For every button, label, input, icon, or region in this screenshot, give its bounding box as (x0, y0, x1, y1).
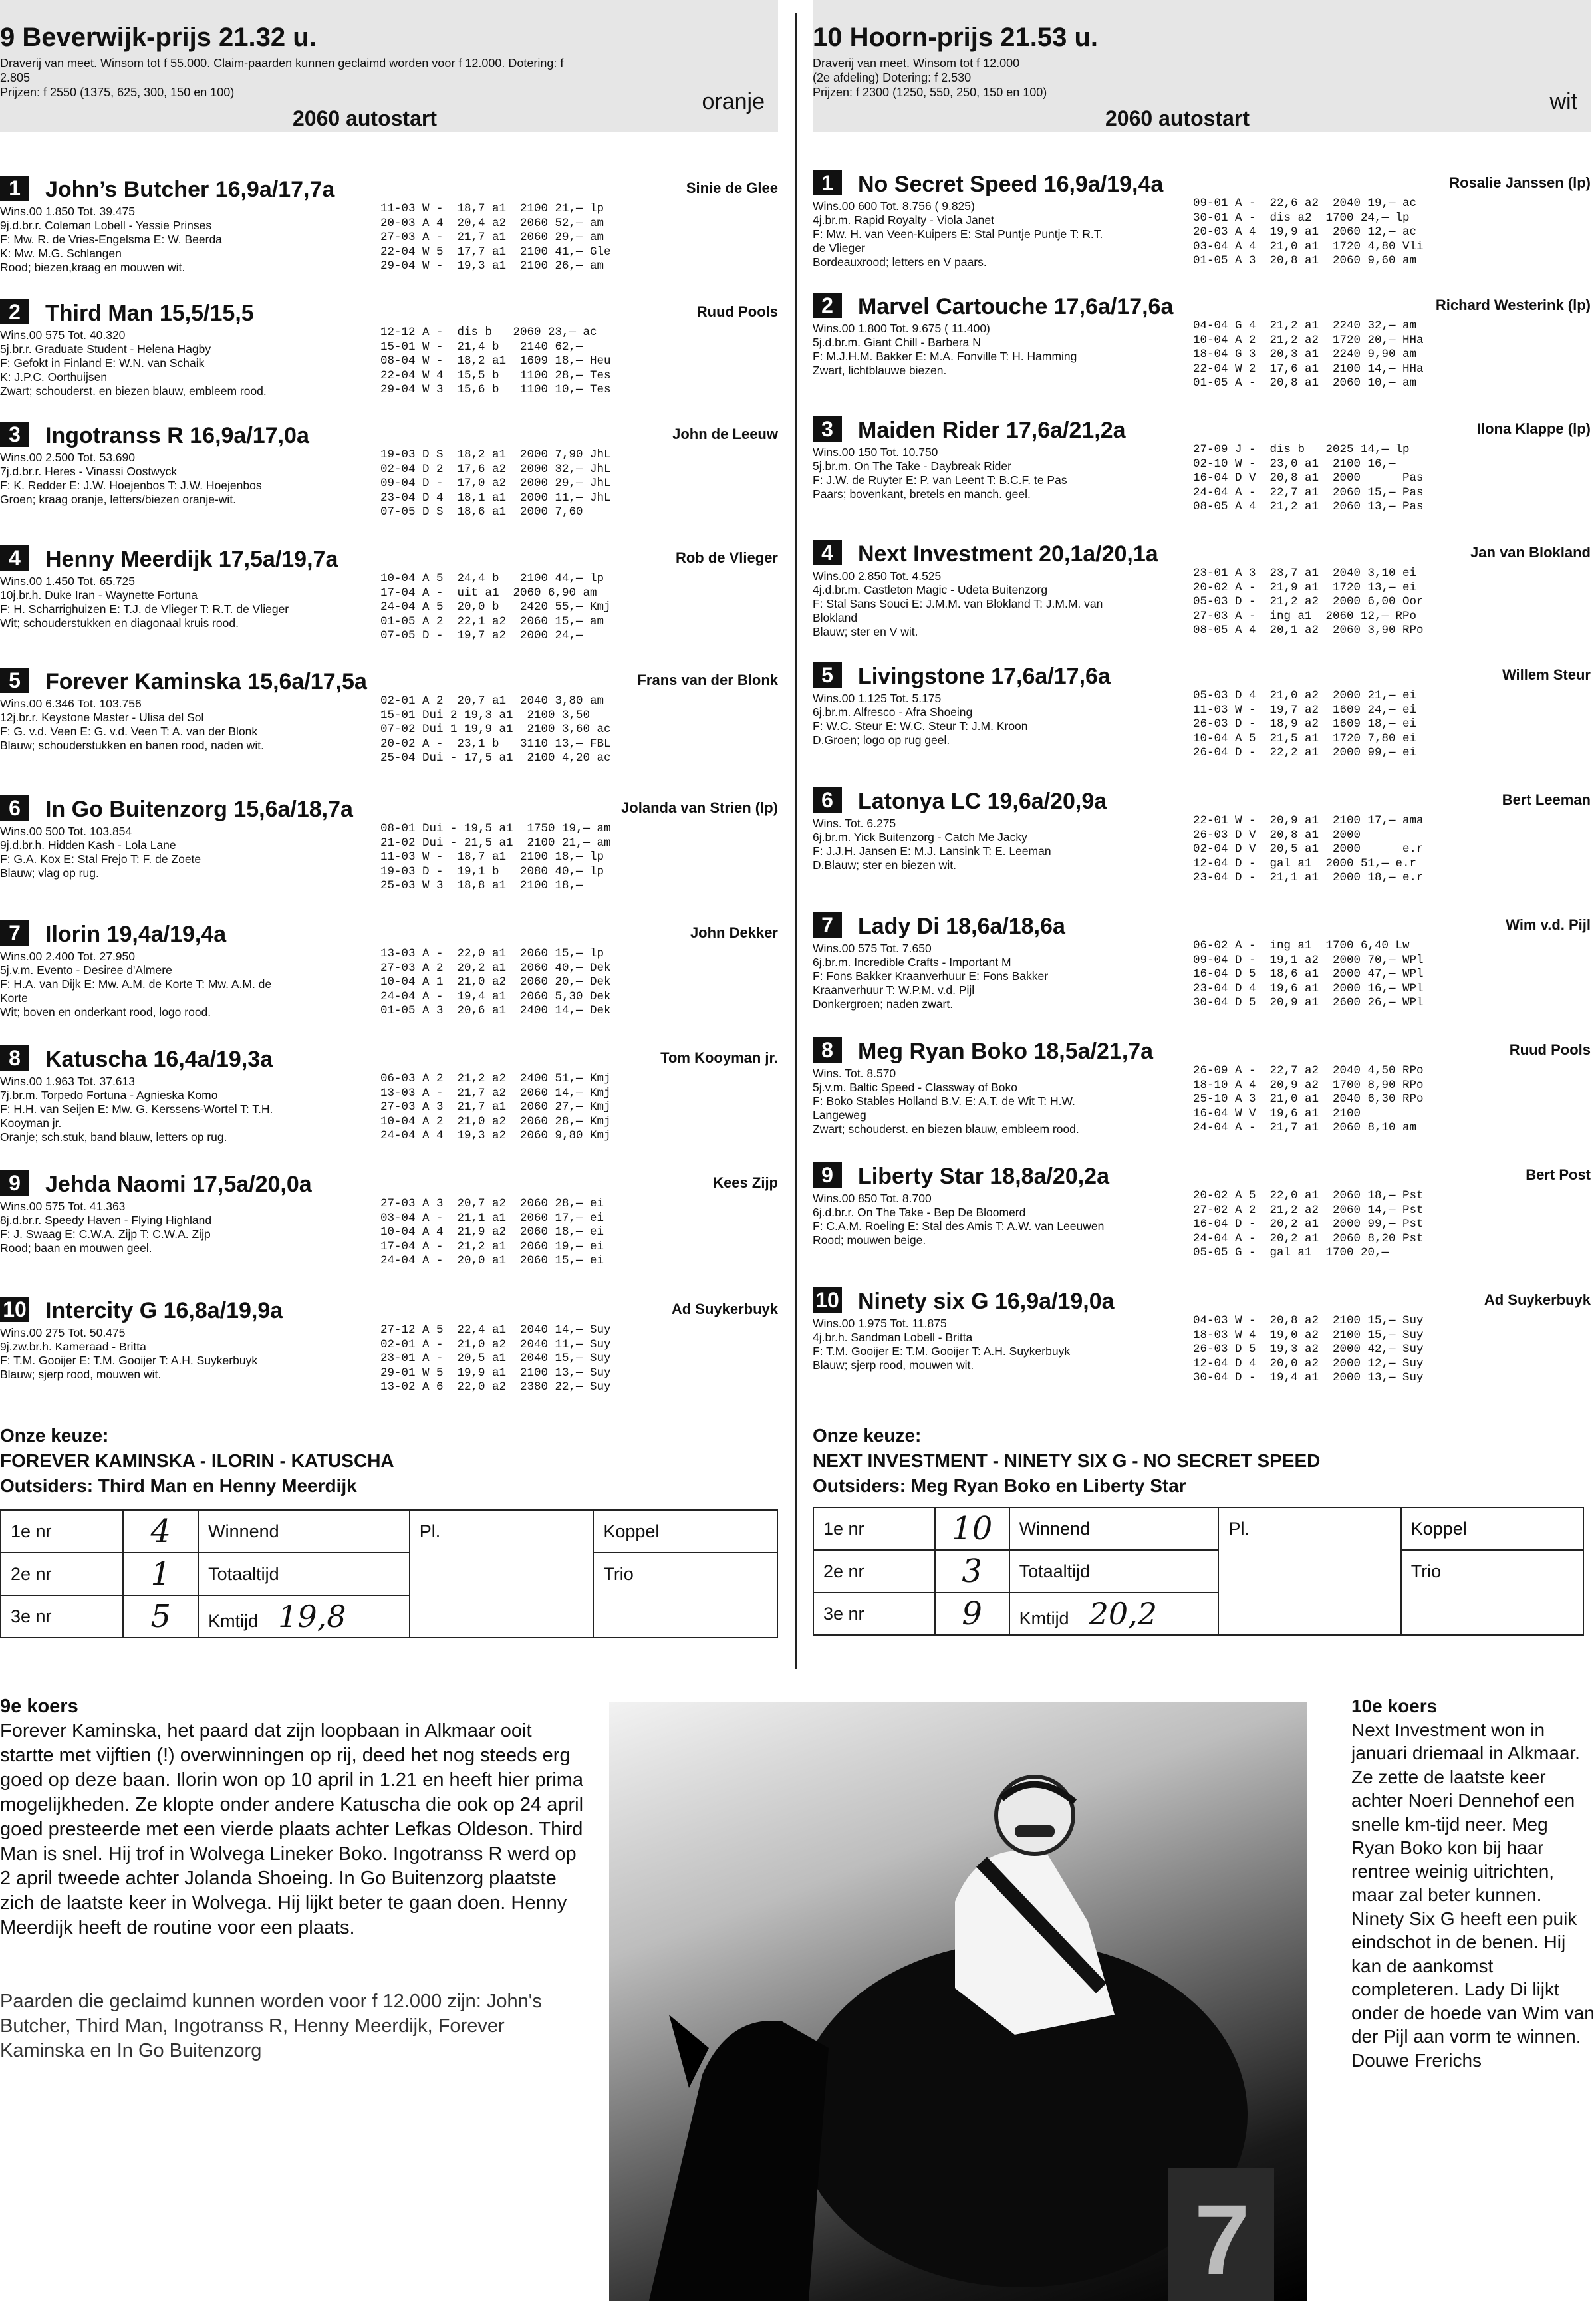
horse-performance: 10-04 A 5 24,4 b 2100 44,— lp 17-04 A - uit a1 2060 6,90 am 24-04 A 5 20,0 b 2420 55,— Kmj 01-05 A 2 22,1 a2 2060 15,— am 07-05 D - 19,7 a2 2000 24,— (380, 572, 611, 642)
horse-info-line: Blauw; sjerp rood, mouwen wit. (813, 1358, 974, 1372)
horse-name: Ninety six G 16,9a/19,0a (858, 1289, 1115, 1314)
horse-info (813, 1317, 1185, 1372)
horse-name: Third Man 15,5/15,5 (45, 301, 254, 326)
horse-info (813, 692, 1185, 747)
result-row-label: 1e nr (813, 1507, 935, 1550)
choice-value: NEXT INVESTMENT - NINETY SIX G - NO SECRET SPEED (813, 1450, 1321, 1471)
horse-info-line: Wit; schouderstukken en diagonaal kruis rood. (0, 616, 239, 630)
horse-info-line: Kooyman jr. (0, 1116, 62, 1130)
horse-name: No Secret Speed 16,9a/19,4a (858, 172, 1164, 197)
horse-info-line: F: Fons Bakker Kraanverhuur E: Fons Bakker (813, 969, 1049, 983)
horse-performance: 09-01 A - 22,6 a2 2040 19,— ac 30-01 A - dis a2 1700 24,— lp 20-03 A 4 19,9 a1 2060 12,— ac 03-04 A 4 21,0 a1 1720 4,80 Vli 01-05 A 3 20,8 a1 2060 9,60 am (1193, 197, 1424, 267)
horse-info (0, 950, 372, 1019)
horse-driver: Rob de Vlieger (675, 549, 778, 566)
horse-name: Intercity G 16,8a/19,9a (45, 1298, 283, 1323)
horse-performance: 23-01 A 3 23,7 a1 2040 3,10 ei 20-02 A - 21,9 a1 1720 13,— ei 05-03 D - 21,2 a2 2000 6,00 Oor 27-03 A - ing a1 2060 12,— RPo 08-05 A 4 20,1 a2 2060 3,90 RPo (1193, 567, 1424, 637)
race-title: 10 Hoorn-prijs 21.53 u. (813, 23, 1099, 52)
horse-driver: John de Leeuw (672, 426, 778, 442)
horse-info-line: F: G.A. Kox E: Stal Frejo T: F. de Zoete (0, 852, 201, 866)
horse-info (813, 322, 1185, 378)
horse-info-line: Wins.00 1.975 Tot. 11.875 (813, 1317, 947, 1330)
horse-info-line: F: T.M. Gooijer E: T.M. Gooijer T: A.H. Suykerbuyk (0, 1354, 258, 1367)
outsiders: Outsiders: Meg Ryan Boko en Liberty Star (813, 1476, 1186, 1496)
horse-performance: 20-02 A 5 22,0 a1 2060 18,— Pst 27-02 A 2 21,2 a2 2060 14,— Pst 16-04 D - 20,2 a1 2000 99,— Pst 24-04 A - 20,2 a1 2060 8,20 Pst 05-05 G - gal a1 1700 20,— (1193, 1189, 1424, 1259)
horse-info-line: 5j.d.br.m. Giant Chill - Barbera N (813, 336, 981, 349)
result-table (0, 1509, 778, 1638)
horse-driver: Ad Suykerbuyk (1484, 1291, 1591, 1308)
article-body: Next Investment won in januari driemaal in Alkmaar. Ze zette de laatste keer achter Noeri Dennehof een snelle km-tijd neer. Meg Ryan Boko kon bij haar rentree weinig uitrichten, maar zal beter kunnen. Ninety Six G heeft een puik eindschot in de benen. Hij kan de aankomst completeren. Lady Di lijkt onder de hoede van Wim van der Pijl aan vorm te winnen. (1351, 1719, 1595, 2047)
race-10-column (813, 0, 1591, 1632)
kmtijd-value[interactable]: 19,8 (278, 1599, 346, 1634)
kmtijd-value[interactable]: 20,2 (1089, 1596, 1158, 1632)
horse-info (813, 942, 1185, 1011)
result-row-label: 3e nr (1, 1595, 123, 1638)
horse-name: Forever Kaminska 15,6a/17,5a (45, 669, 367, 694)
horse-info-line: F: K. Redder E: J.W. Hoejenbos T: J.W. Hoejenbos (0, 479, 262, 492)
horse-performance: 12-12 A - dis b 2060 23,— ac 15-01 W - 21,4 b 2140 62,— 08-04 W - 18,2 a1 1609 18,— Heu 22-04 W 4 15,5 b 1100 28,— Tes 29-04 W 3 15,6 b 1100 10,— Tes (380, 326, 611, 396)
horse-performance: 22-01 W - 20,9 a1 2100 17,— ama 26-03 D V 20,8 a1 2000 02-04 D V 20,5 a1 2000 e.r 12-04 D - gal a1 2000 51,— e.r 23-04 D - 21,1 a1 2000 18,— e.r (1193, 814, 1424, 884)
horse-number: 8 (813, 1037, 842, 1063)
horse-driver: Frans van der Blonk (637, 672, 778, 688)
horse-info-line: F: M.J.H.M. Bakker E: M.A. Fonville T: H. Hamming (813, 350, 1077, 363)
race-start: 2060 autostart (293, 106, 437, 130)
result-value[interactable]: 1 (123, 1553, 198, 1595)
horse-performance: 06-03 A 2 21,2 a2 2400 51,— Kmj 13-03 A - 21,7 a2 2060 14,— Kmj 27-03 A 3 21,7 a1 2060 27,— Kmj 10-04 A 2 21,0 a2 2060 28,— Kmj 24-04 A 4 19,3 a2 2060 9,80 Kmj (380, 1072, 611, 1142)
condition-line: Prijzen: f 2300 (1250, 550, 250, 150 en 100) (813, 86, 1047, 99)
condition-line: Prijzen: f 2550 (1375, 625, 300, 150 en 100) (0, 86, 235, 99)
horse-info-line: Blauw; schouderstukken en banen rood, naden wit. (0, 739, 264, 752)
horse-info-line: Blauw; vlag op rug. (0, 866, 99, 880)
horse-info-line: 6j.br.m. Incredible Crafts - Important M (813, 956, 1011, 969)
result-row-label: 3e nr (813, 1593, 935, 1635)
condition-line: Draverij van meet. Winsom tot f 55.000. Claim-paarden kunnen geclaimd worden voor f 12.000. Dotering: f (0, 57, 564, 70)
horse-info (0, 451, 372, 507)
horse-name: Livingstone 17,6a/17,6a (858, 664, 1111, 689)
horse-driver: John Dekker (690, 924, 778, 941)
horse-number: 3 (813, 416, 842, 442)
jockey-helmet (996, 1777, 1073, 1854)
horse-info-line: F: J. Swaag E: C.W.A. Zijp T: C.W.A. Zijp (0, 1227, 211, 1241)
horse-info-line: 7j.br.m. Torpedo Fortuna - Agnieska Komo (0, 1089, 218, 1102)
horse-name: Next Investment 20,1a/20,1a (858, 541, 1158, 567)
horse-name: Maiden Rider 17,6a/21,2a (858, 418, 1126, 443)
horse-info-line: Blauw; ster en V wit. (813, 625, 918, 638)
horse-number: 4 (0, 545, 29, 571)
result-label: Kmtijd (1019, 1608, 1069, 1628)
horse-number: 10 (0, 1297, 29, 1322)
horse-performance: 02-01 A 2 20,7 a1 2040 3,80 am 15-01 Dui 2 19,3 a1 2100 3,50 07-02 Dui 1 19,9 a1 2100 3,60 ac 20-02 A - 23,1 b 3110 13,— FBL 25-04 Dui - 17,5 a1 2100 4,20 ac (380, 694, 611, 765)
horse-number: 9 (0, 1170, 29, 1196)
horse-info-line: Rood; mouwen beige. (813, 1233, 926, 1247)
horse-name: Marvel Cartouche 17,6a/17,6a (858, 294, 1174, 319)
horse-driver: Wim v.d. Pijl (1506, 916, 1591, 933)
race-10-header (813, 0, 1591, 132)
horse-info-line: F: G. v.d. Veen E: G. v.d. Veen T: A. van der Blonk (0, 725, 258, 738)
race-conditions (813, 56, 1544, 100)
horse-info-line: 5j.v.m. Evento - Desiree d'Almere (0, 964, 172, 977)
horse-info-line: 9j.d.br.r. Coleman Lobell - Yessie Prinses (0, 219, 212, 232)
race-color: oranje (702, 89, 765, 114)
horse-info-line: Blauw; sjerp rood, mouwen wit. (0, 1368, 162, 1381)
result-label: Totaaltijd (198, 1553, 410, 1595)
result-label: Koppel (593, 1510, 777, 1553)
horse-info-line: Wins.00 1.963 Tot. 37.613 (0, 1075, 136, 1088)
horse-info (0, 205, 372, 275)
horse-info-line: Groen; kraag oranje, letters/biezen oranje-wit. (0, 493, 237, 506)
horse-info-line: F: J.J.H. Jansen E: M.J. Lansink T: E. Leeman (813, 844, 1051, 858)
jockey-photo (609, 1702, 1307, 2301)
result-label: Pl. (410, 1510, 594, 1638)
horse-info (813, 1067, 1185, 1136)
horse-info-line: de Vlieger (813, 241, 865, 255)
horse-info-line: 10j.br.h. Duke Iran - Waynette Fortuna (0, 588, 198, 602)
horse-performance: 08-01 Dui - 19,5 a1 1750 19,— am 21-02 Dui - 21,5 a1 2100 21,— am 11-03 W - 18,7 a1 2100 18,— lp 19-03 D - 19,1 b 2080 40,— lp 25-03 W 3 18,8 a1 2100 18,— (380, 822, 611, 892)
horse-info-line: 5j.v.m. Baltic Speed - Classway of Boko (813, 1081, 1017, 1094)
kmtijd-cell (1009, 1593, 1219, 1635)
outsiders: Outsiders: Third Man en Henny Meerdijk (0, 1476, 357, 1496)
article-heading: 10e koers (1351, 1696, 1438, 1716)
result-label: Winnend (1009, 1507, 1219, 1550)
jockey-illustration (609, 1702, 1307, 2301)
horse-info-line: 9j.d.br.h. Hidden Kash - Lola Lane (0, 838, 176, 852)
horse-driver: Ruud Pools (696, 303, 778, 320)
result-label: Pl. (1218, 1507, 1400, 1635)
horse-info (0, 575, 372, 630)
condition-line: (2e afdeling) Dotering: f 2.530 (813, 71, 972, 84)
horse-info-line: Wins.00 2.500 Tot. 53.690 (0, 451, 136, 464)
horse-driver: Bert Post (1526, 1166, 1591, 1183)
horse-number: 5 (813, 662, 842, 688)
horse-name: Jehda Naomi 17,5a/20,0a (45, 1172, 312, 1197)
horse-driver: Jolanda van Strien (lp) (621, 799, 778, 816)
article-heading: 9e koers (0, 1696, 78, 1717)
horse-info-line: Zwart; schouderst. en biezen blauw, embleem rood. (0, 384, 267, 398)
condition-line: Draverij van meet. Winsom tot f 12.000 (813, 57, 1020, 70)
horse-number: 7 (0, 920, 29, 946)
claim-note: Paarden die geclaimd kunnen worden voor f 12.000 zijn: John's Butcher, Third Man, Ingotranss R, Henny Meerdijk, Forever Kaminska en In Go Buitenzorg (0, 1991, 542, 2061)
horse-info-line: Zwart; schouderst. en biezen blauw, embleem rood. (813, 1122, 1079, 1136)
horse-info-line: F: W.C. Steur E: W.C. Steur T: J.M. Kroon (813, 719, 1028, 733)
result-value[interactable]: 9 (935, 1593, 1009, 1635)
horse-info-line: F: H. Scharrighuizen E: T.J. de Vlieger T: R.T. de Vlieger (0, 602, 289, 616)
horse-info-line: 4j.d.br.m. Castleton Magic - Udeta Buitenzorg (813, 583, 1048, 596)
horse-driver: Jan van Blokland (1470, 544, 1591, 561)
choice-label: Onze keuze: (0, 1425, 109, 1446)
horse-info-line: D.Groen; logo op rug geel. (813, 733, 950, 747)
horse-info-line: Wins.00 1.850 Tot. 39.475 (0, 205, 136, 218)
horse-info-line: 4j.br.m. Rapid Royalty - Viola Janet (813, 213, 995, 227)
horse-info-line: Wins.00 150 Tot. 10.750 (813, 446, 938, 459)
horse-info-line: 7j.d.br.r. Heres - Vinassi Oostwyck (0, 465, 178, 478)
horse-driver: Rosalie Janssen (lp) (1449, 174, 1591, 191)
horse-performance: 27-09 J - dis b 2025 14,— lp 02-10 W - 23,0 a1 2100 16,— 16-04 D V 20,8 a1 2000 Pas 24-04 A - 22,7 a1 2060 15,— Pas 08-05 A 4 21,2 a1 2060 13,— Pas (1193, 443, 1424, 513)
race-conditions (0, 56, 732, 100)
horse-info-line: F: Gefokt in Finland E: W.N. van Schaik (0, 356, 205, 370)
result-label: Trio (593, 1553, 777, 1638)
horse-info-line: F: H.A. van Dijk E: Mw. A.M. de Korte T: Mw. A.M. de (0, 977, 272, 991)
horse-info-line: 6j.br.m. Yick Buitenzorg - Catch Me Jacky (813, 831, 1027, 844)
result-label: Trio (1401, 1550, 1583, 1635)
horse-info-line: Wins.00 6.346 Tot. 103.756 (0, 697, 142, 710)
horse-info-line: Wit; boven en onderkant rood, logo rood. (0, 1005, 211, 1019)
horse-info (813, 569, 1185, 639)
our-choice (0, 1423, 785, 1499)
horse-performance: 26-09 A - 22,7 a2 2040 4,50 RPo 18-10 A 4 20,9 a2 1700 8,90 RPo 25-10 A 3 21,0 a1 2040 6,30 RPo 16-04 W V 19,6 a1 2100 24-04 A - 21,7 a1 2060 8,10 am (1193, 1064, 1424, 1134)
article-author: Douwe Frerichs (1351, 2049, 1482, 2071)
horse-info-line: K: Mw. M.G. Schlangen (0, 247, 122, 260)
saddle-number: 7 (1194, 2184, 1250, 2295)
horse-driver: Ilona Klappe (lp) (1476, 420, 1591, 437)
horse-info-line: F: T.M. Gooijer E: T.M. Gooijer T: A.H. Suykerbuyk (813, 1345, 1071, 1358)
horse-number: 1 (0, 176, 29, 201)
race-9-column (0, 0, 778, 1635)
horse-info-line: Wins.00 1.450 Tot. 65.725 (0, 575, 136, 588)
horse-info-line: Wins.00 575 Tot. 7.650 (813, 942, 932, 955)
horse-info-line: Wins.00 1.800 Tot. 9.675 ( 11.400) (813, 322, 990, 335)
horse-info (813, 199, 1185, 269)
our-choice (813, 1423, 1596, 1499)
horse-driver: Sinie de Glee (686, 180, 778, 196)
horse-info (0, 697, 372, 753)
horse-info (0, 1200, 372, 1255)
result-label: Winnend (198, 1510, 410, 1553)
race-start: 2060 autostart (1105, 106, 1250, 130)
horse-info-line: F: J.W. de Ruyter E: P. van Leent T: B.C.F. te Pas (813, 473, 1067, 487)
horse-performance: 06-02 A - ing a1 1700 6,40 Lw 09-04 D - 19,1 a2 2000 70,— WPl 16-04 D 5 18,6 a1 2000 47,— WPl 23-04 D 4 19,6 a1 2000 16,— WPl 30-04 D 5 20,9 a1 2600 26,— WPl (1193, 939, 1424, 1009)
horse-info (813, 817, 1185, 872)
horse-info-line: F: H.H. van Seijen E: Mw. G. Kerssens-Wortel T: T.H. (0, 1102, 273, 1116)
horse-info-line: 12j.br.r. Keystone Master - Ulisa del Sol (0, 711, 204, 724)
horse-number: 6 (813, 787, 842, 813)
horse-info-line: Korte (0, 991, 28, 1005)
horse-info-line: Rood; biezen,kraag en mouwen wit. (0, 261, 186, 274)
horse-info-line: Wins.00 2.400 Tot. 27.950 (0, 950, 136, 963)
horse-info (0, 1075, 372, 1144)
horse-number: 2 (0, 299, 29, 324)
horse-performance: 19-03 D S 18,2 a1 2000 7,90 JhL 02-04 D 2 17,6 a2 2000 32,— JhL 09-04 D - 17,0 a2 2000 29,— JhL 23-04 D 4 18,1 a1 2000 11,— JhL 07-05 D S 18,6 a1 2000 7,60 (380, 448, 611, 519)
article-race-10 (1351, 1694, 1596, 2072)
horse-performance: 04-04 G 4 21,2 a1 2240 32,— am 10-04 A 2 21,2 a2 1720 20,— HHa 18-04 G 3 20,3 a1 2240 9,90 am 22-04 W 2 17,6 a1 2100 14,— HHa 01-05 A - 20,8 a1 2060 10,— am (1193, 319, 1424, 390)
result-label: Totaaltijd (1009, 1550, 1219, 1593)
horse-info-line: K: J.P.C. Oorthuijsen (0, 370, 108, 384)
horse-number: 5 (0, 668, 29, 693)
horse-info-line: 5j.br.r. Graduate Student - Helena Hagby (0, 342, 211, 356)
horse-driver: Bert Leeman (1502, 791, 1591, 808)
horse-driver: Richard Westerink (lp) (1435, 297, 1591, 313)
horse-performance: 27-12 A 5 22,4 a1 2040 14,— Suy 02-01 A - 21,0 a2 2040 11,— Suy 23-01 A - 20,5 a1 2040 15,— Suy 29-01 W 5 19,9 a1 2100 13,— Suy 13-02 A 6 22,0 a2 2380 22,— Suy (380, 1323, 611, 1394)
result-label: Kmtijd (208, 1611, 259, 1631)
result-value[interactable]: 10 (935, 1507, 1009, 1550)
article-race-9 (0, 1694, 585, 2063)
horse-info-line: 4j.br.h. Sandman Lobell - Britta (813, 1331, 973, 1344)
horse-info-line: D.Blauw; ster en biezen wit. (813, 858, 956, 872)
horse-info-line: F: Mw. R. de Vries-Engelsma E: W. Beerda (0, 233, 222, 246)
horse-name: Latonya LC 19,6a/20,9a (858, 789, 1107, 814)
horse-number: 3 (0, 422, 29, 447)
horse-info-line: F: Mw. H. van Veen-Kuipers E: Stal Puntje Puntje T: R.T. (813, 227, 1103, 241)
result-value[interactable]: 5 (123, 1595, 198, 1638)
horse-info-line: Blokland (813, 611, 858, 624)
horse-info (0, 328, 372, 398)
horse-driver: Willem Steur (1502, 666, 1591, 683)
horse-info-line: Paars; bovenkant, bretels en manch. geel. (813, 487, 1031, 501)
horse-info-line: Wins.00 850 Tot. 8.700 (813, 1192, 932, 1205)
horse-info-line: 8j.d.br.r. Speedy Haven - Flying Highland (0, 1214, 212, 1227)
result-label: Koppel (1401, 1507, 1583, 1550)
kmtijd-cell (198, 1595, 410, 1638)
horse-info-line: Langeweg (813, 1108, 866, 1122)
horse-info (0, 1326, 372, 1382)
choice-label: Onze keuze: (813, 1425, 922, 1446)
horse-name: Ingotranss R 16,9a/17,0a (45, 423, 309, 448)
horse-number: 6 (0, 795, 29, 821)
horse-name: Lady Di 18,6a/18,6a (858, 914, 1065, 939)
race-title: 9 Beverwijk-prijs 21.32 u. (0, 23, 317, 52)
horse-performance: 13-03 A - 22,0 a1 2060 15,— lp 27-03 A 2 20,2 a1 2060 40,— Dek 10-04 A 1 21,0 a2 2060 20,— Dek 24-04 A - 19,4 a1 2060 5,30 Dek 01-05 A 3 20,6 a1 2400 14,— Dek (380, 947, 611, 1017)
result-row-label: 2e nr (813, 1550, 935, 1593)
horse-info-line: 9j.zw.br.h. Kameraad - Britta (0, 1340, 146, 1353)
jockey-goggles (1015, 1825, 1055, 1837)
horse-name: In Go Buitenzorg 15,6a/18,7a (45, 797, 353, 822)
race-9-header (0, 0, 778, 132)
horse-driver: Ruud Pools (1509, 1041, 1591, 1058)
race-color: wit (1549, 89, 1577, 114)
result-value[interactable]: 3 (935, 1550, 1009, 1593)
result-row-label: 1e nr (1, 1510, 123, 1553)
horse-info-line: Oranje; sch.stuk, band blauw, letters op rug. (0, 1130, 227, 1144)
horse-info-line: Kraanverhuur T: W.P.M. v.d. Pijl (813, 983, 975, 997)
horse-name: Meg Ryan Boko 18,5a/21,7a (858, 1039, 1154, 1064)
horse-info-line: Wins.00 275 Tot. 50.475 (0, 1326, 126, 1339)
horse-info-line: Zwart, lichtblauwe biezen. (813, 364, 947, 377)
horse-info-line: Wins. Tot. 8.570 (813, 1067, 896, 1080)
horse-driver: Kees Zijp (713, 1174, 778, 1191)
horse-info-line: Donkergroen; naden zwart. (813, 997, 954, 1011)
horse-number: 4 (813, 540, 842, 565)
horse-name: John’s Butcher 16,9a/17,7a (45, 177, 335, 202)
condition-line: 2.805 (0, 71, 31, 84)
horse-info-line: F: Boko Stables Holland B.V. E: A.T. de Wit T: H.W. (813, 1094, 1075, 1108)
horse-info-line: Wins.00 500 Tot. 103.854 (0, 825, 132, 838)
result-value[interactable]: 4 (123, 1510, 198, 1553)
horse-info-line: F: C.A.M. Roeling E: Stal des Amis T: A.W. van Leeuwen (813, 1220, 1105, 1233)
horse-info-line: Bordeauxrood; letters en V paars. (813, 255, 987, 269)
horse-name: Liberty Star 18,8a/20,2a (858, 1164, 1110, 1189)
horse-performance: 11-03 W - 18,7 a1 2100 21,— lp 20-03 A 4 20,4 a2 2060 52,— am 27-03 A - 21,7 a1 2060 29,— am 22-04 W 5 17,7 a1 2100 41,— Gle 29-04 W - 19,3 a1 2100 26,— am (380, 202, 611, 273)
horse-driver: Ad Suykerbuyk (671, 1301, 778, 1317)
horse-name: Henny Meerdijk 17,5a/19,7a (45, 547, 338, 572)
column-divider (795, 13, 797, 1669)
horse-name: Katuscha 16,4a/19,3a (45, 1047, 273, 1072)
horse-info (813, 446, 1185, 501)
horse-info-line: Wins.00 575 Tot. 40.320 (0, 328, 126, 342)
horse-info-line: 5j.br.m. On The Take - Daybreak Rider (813, 459, 1011, 473)
horse-info-line: 6j.br.m. Alfresco - Afra Shoeing (813, 706, 973, 719)
horse-number: 7 (813, 912, 842, 938)
horse-info-line: 6j.d.br.r. On The Take - Bep De Bloomerd (813, 1206, 1026, 1219)
horse-number: 2 (813, 293, 842, 318)
horse-number: 8 (0, 1045, 29, 1071)
horse-performance: 04-03 W - 20,8 a2 2100 15,— Suy 18-03 W 4 19,0 a2 2100 15,— Suy 26-03 D 5 19,3 a2 2000 42,— Suy 12-04 D 4 20,0 a2 2000 12,— Suy 30-04 D - 19,4 a1 2000 13,— Suy (1193, 1314, 1424, 1384)
horse-performance: 27-03 A 3 20,7 a2 2060 28,— ei 03-04 A - 21,1 a1 2060 17,— ei 10-04 A 4 21,9 a2 2060 18,— ei 17-04 A - 21,2 a1 2060 19,— ei 24-04 A - 20,0 a1 2060 15,— ei (380, 1197, 604, 1267)
article-body: Forever Kaminska, het paard dat zijn loopbaan in Alkmaar ooit startte met vijftien (!) overwinningen op rij, deed het nog steeds erg goed op deze baan. Ilorin won op 10 april in 1.21 en heeft hier prima mogelijkheden. Ze klopte onder andere Katuscha die ook op 24 april goed presteerde met een vierde plaats achter Lefkas Oldeson. Third Man is snel. Hij trof in Wolvega Lineker Boko. Ingotranss R werd op 2 april tweede achter Jolanda Shoeing. In Go Buitenzorg plaatste zich de laatste keer in Wolvega. Hij lijkt beter te gaan doen. Henny Meerdijk heeft de routine voor een plaats. (0, 1720, 584, 1938)
horse-head (649, 2021, 829, 2301)
horse-driver: Tom Kooyman jr. (660, 1049, 778, 1066)
horse-number: 9 (813, 1162, 842, 1188)
result-table (813, 1507, 1584, 1636)
horse-name: Ilorin 19,4a/19,4a (45, 922, 227, 947)
horse-info-line: Wins.00 600 Tot. 8.756 ( 9.825) (813, 199, 975, 213)
result-row-label: 2e nr (1, 1553, 123, 1595)
horse-number: 10 (813, 1287, 842, 1313)
horse-number: 1 (813, 170, 842, 195)
horse-info-line: F: Stal Sans Souci E: J.M.M. van Blokland T: J.M.M. van (813, 597, 1103, 610)
horse-info (813, 1192, 1185, 1247)
horse-info-line: Wins.00 575 Tot. 41.363 (0, 1200, 126, 1213)
horse-info-line: Wins. Tot. 6.275 (813, 817, 896, 830)
horse-info-line: Rood; baan en mouwen geel. (0, 1241, 152, 1255)
choice-value: FOREVER KAMINSKA - ILORIN - KATUSCHA (0, 1450, 394, 1471)
horse-performance: 05-03 D 4 21,0 a2 2000 21,— ei 11-03 W - 19,7 a2 1609 24,— ei 26-03 D - 18,9 a2 1609 18,— ei 10-04 A 5 21,5 a1 1720 7,80 ei 26-04 D - 22,2 a1 2000 99,— ei (1193, 689, 1417, 759)
horse-info-line: Wins.00 2.850 Tot. 4.525 (813, 569, 942, 582)
horse-info-line: Wins.00 1.125 Tot. 5.175 (813, 692, 942, 705)
horse-info (0, 825, 372, 880)
